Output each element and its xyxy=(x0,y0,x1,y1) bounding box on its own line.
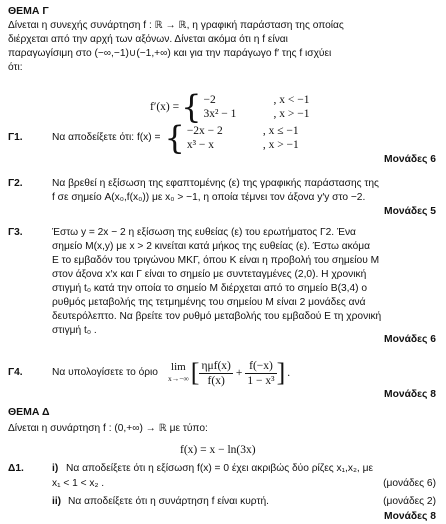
g1-label: Γ1. xyxy=(8,132,23,143)
right-bracket-symbol: ] xyxy=(276,358,286,387)
text-line: στιγμή t₀ κατά την οποία το σημείο M διέρχεται από το σημείο B(3,4) ο xyxy=(52,283,368,294)
intro-line: διέρχεται από την αρχή των αξόνων. Δίνεται ακόμα ότι η f είναι xyxy=(8,34,288,45)
case-cond: , x ≤ −1 xyxy=(262,125,299,137)
d1-ii-text: Να αποδείξετε ότι η συνάρτηση f είναι κυρτή. xyxy=(68,496,269,507)
lim-subscript: x→−∞ xyxy=(167,374,189,383)
text-line: σημείο M(x,y) με x > 2 κινείται κατά μήκος της ευθείας (ε). Έστω ακόμα xyxy=(52,241,371,252)
case-expr: 3x² − 1 xyxy=(203,108,237,120)
intro-line: παραγωγίσιμη στο (−∞,−1)∪(−1,+∞) και για την παράγωγο f′ της f ισχύει xyxy=(8,48,332,59)
left-brace-symbol: { xyxy=(164,119,185,157)
case-cond: , x < −1 xyxy=(273,94,310,106)
denominator: 1 − x³ xyxy=(247,374,275,387)
g1-question xyxy=(52,120,299,156)
text-line: Να βρεθεί η εξίσωση της εφαπτομένης (ε) της γραφικής παράστασης της xyxy=(52,178,379,189)
intro-line: ότι: xyxy=(8,62,23,73)
g1-cases xyxy=(187,124,299,152)
g2-label: Γ2. xyxy=(8,178,23,189)
text-line: στιγμή t₀ . xyxy=(52,325,97,336)
text-line: στον άξονα x′x και Γ είναι το σημείο με συντεταγμένες (2,0). Η χρονική xyxy=(52,269,367,280)
theme-d-formula: f(x) = x − ln(3x) xyxy=(180,444,256,456)
fprime-cases xyxy=(203,93,309,121)
left-bracket-symbol: [ xyxy=(190,358,200,387)
fprime-lhs: f′(x) = xyxy=(150,101,180,113)
period-symbol: . xyxy=(287,367,291,379)
g2-marks: Μονάδες 5 xyxy=(384,206,436,217)
case-expr: −2 xyxy=(203,94,216,106)
fraction-2 xyxy=(245,359,276,388)
g4-marks: Μονάδες 8 xyxy=(384,389,436,400)
g1-marks: Μονάδες 6 xyxy=(384,154,436,165)
limit-operator xyxy=(168,362,189,384)
d1-ii-label: ii) xyxy=(52,496,62,507)
g3-marks: Μονάδες 6 xyxy=(384,334,436,345)
d1-ii-marks: (μονάδες 2) xyxy=(383,496,436,507)
lim-text: lim xyxy=(171,361,186,373)
fraction-1 xyxy=(199,359,232,388)
numerator: ημf(x) xyxy=(201,359,231,372)
theme-c-intro xyxy=(8,19,436,75)
text-line: ρυθμός μεταβολής της τετμημένης του σημείου M είναι 2 μονάδες ανά xyxy=(52,297,366,308)
left-brace-symbol: { xyxy=(181,88,202,126)
d1-i-marks: (μονάδες 6) xyxy=(383,478,436,489)
plus-sign: + xyxy=(235,367,243,379)
g4-text: Να υπολογίσετε το όριο xyxy=(52,367,158,378)
d1-label: Δ1. xyxy=(8,463,24,474)
case-expr: x³ − x xyxy=(186,139,214,151)
numerator: f(−x) xyxy=(245,359,276,374)
theme-d-intro: Δίνεται η συνάρτηση f : (0,+∞) → ℝ με τύπο: xyxy=(8,423,208,434)
d1-marks: Μονάδες 8 xyxy=(384,511,436,522)
d1-i-text-2: x₁ < 1 < x₂ . xyxy=(52,478,105,489)
case-cond: , x > −1 xyxy=(262,139,299,151)
g4-label: Γ4. xyxy=(8,367,23,378)
g4-question xyxy=(52,356,290,390)
theme-c-title: ΘΕΜΑ Γ xyxy=(8,5,49,17)
intro-line: Δίνεται η συνεχής συνάρτηση f : ℝ → ℝ, η γραφική παράσταση της οποίας xyxy=(8,20,344,31)
denominator: f(x) xyxy=(207,374,225,387)
text-line: Έστω y = 2x − 2 η εξίσωση της ευθείας (ε) του ερωτήματος Γ2. Ένα xyxy=(52,227,356,238)
g2-text xyxy=(52,177,436,205)
case-cond: , x > −1 xyxy=(273,108,310,120)
d1-i-text: Να αποδείξετε ότι η εξίσωση f(x) = 0 έχει ακριβώς δύο ρίζες x₁,x₂, με xyxy=(66,463,374,474)
theme-d-title: ΘΕΜΑ Δ xyxy=(8,406,50,418)
case-expr: −2x − 2 xyxy=(186,125,223,137)
g1-text: Να αποδείξετε ότι: f(x) = xyxy=(52,132,161,143)
text-line: δευτερόλεπτο. Να βρείτε τον ρυθμό μεταβολής του εμβαδού E τη χρονική xyxy=(52,311,382,322)
g3-text xyxy=(52,226,436,338)
text-line: E το εμβαδόν του τριγώνου ΜΚΓ, όπου Κ είναι η προβολή του σημείου M xyxy=(52,255,380,266)
text-line: f σε σημείο A(x₀,f(x₀)) με x₀ > −1, η οποία τέμνει τον άξονα y′y στο −2. xyxy=(52,192,366,203)
g3-label: Γ3. xyxy=(8,227,23,238)
d1-i-label: i) xyxy=(52,463,59,474)
